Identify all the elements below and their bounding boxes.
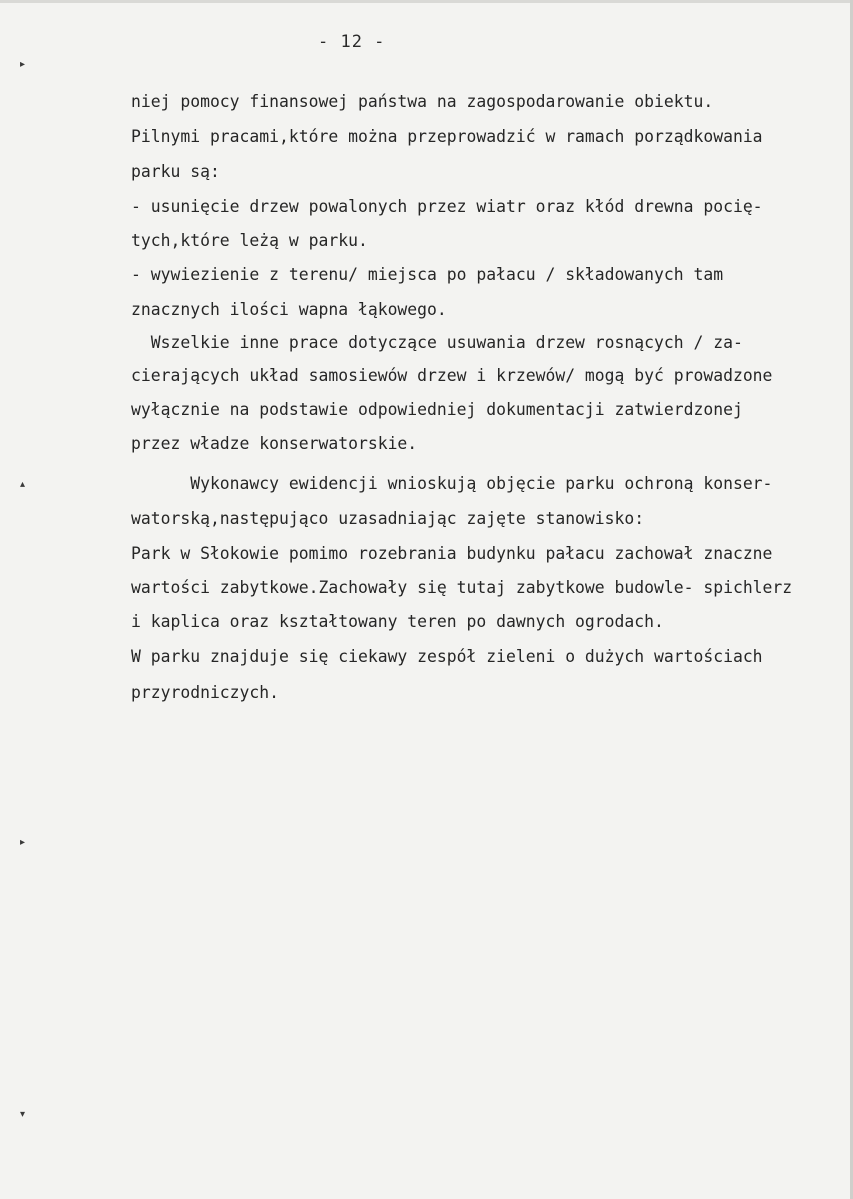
text-line: i kaplica oraz kształtowany teren po dawnych ogrodach. [131, 612, 664, 631]
text-line: przez władze konserwatorskie. [131, 434, 418, 453]
binder-mark-icon: ▸ [20, 837, 26, 848]
text-line: - usunięcie drzew powalonych przez wiatr oraz kłód drewna pocię- [131, 197, 763, 216]
text-line: Wykonawcy ewidencji wnioskują objęcie parku ochroną konser- [131, 474, 773, 493]
text-line: tych,które leżą w parku. [131, 231, 368, 250]
text-line: cierających układ samosiewów drzew i krzewów/ mogą być prowadzone [131, 366, 773, 385]
binder-mark-icon: ▸ [20, 59, 26, 70]
text-line: watorską,następująco uzasadniając zajęte stanowisko: [131, 509, 645, 528]
text-line: - wywiezienie z terenu/ miejsca po pałacu / składowanych tam [131, 265, 724, 284]
page-number: - 12 - [318, 32, 386, 52]
text-line: Pilnymi pracami,które można przeprowadzić w ramach porządkowania [131, 127, 763, 146]
text-line: wartości zabytkowe.Zachowały się tutaj zabytkowe budowle- spichlerz [131, 578, 793, 597]
text-line: Park w Słokowie pomimo rozebrania budynku pałacu zachował znaczne [131, 544, 773, 563]
text-line: znacznych ilości wapna łąkowego. [131, 300, 447, 319]
text-line: niej pomocy finansowej państwa na zagospodarowanie obiektu. [131, 92, 714, 111]
text-line: Wszelkie inne prace dotyczące usuwania drzew rosnących / za- [131, 333, 743, 352]
binder-mark-icon: ▴ [20, 479, 26, 490]
text-line: wyłącznie na podstawie odpowiedniej dokumentacji zatwierdzonej [131, 400, 743, 419]
text-line: W parku znajduje się ciekawy zespół zieleni o dużych wartościach [131, 647, 763, 666]
page-top-edge [0, 0, 853, 3]
binder-mark-icon: ▾ [20, 1109, 26, 1120]
text-line: przyrodniczych. [131, 683, 280, 702]
text-line: parku są: [131, 162, 220, 181]
